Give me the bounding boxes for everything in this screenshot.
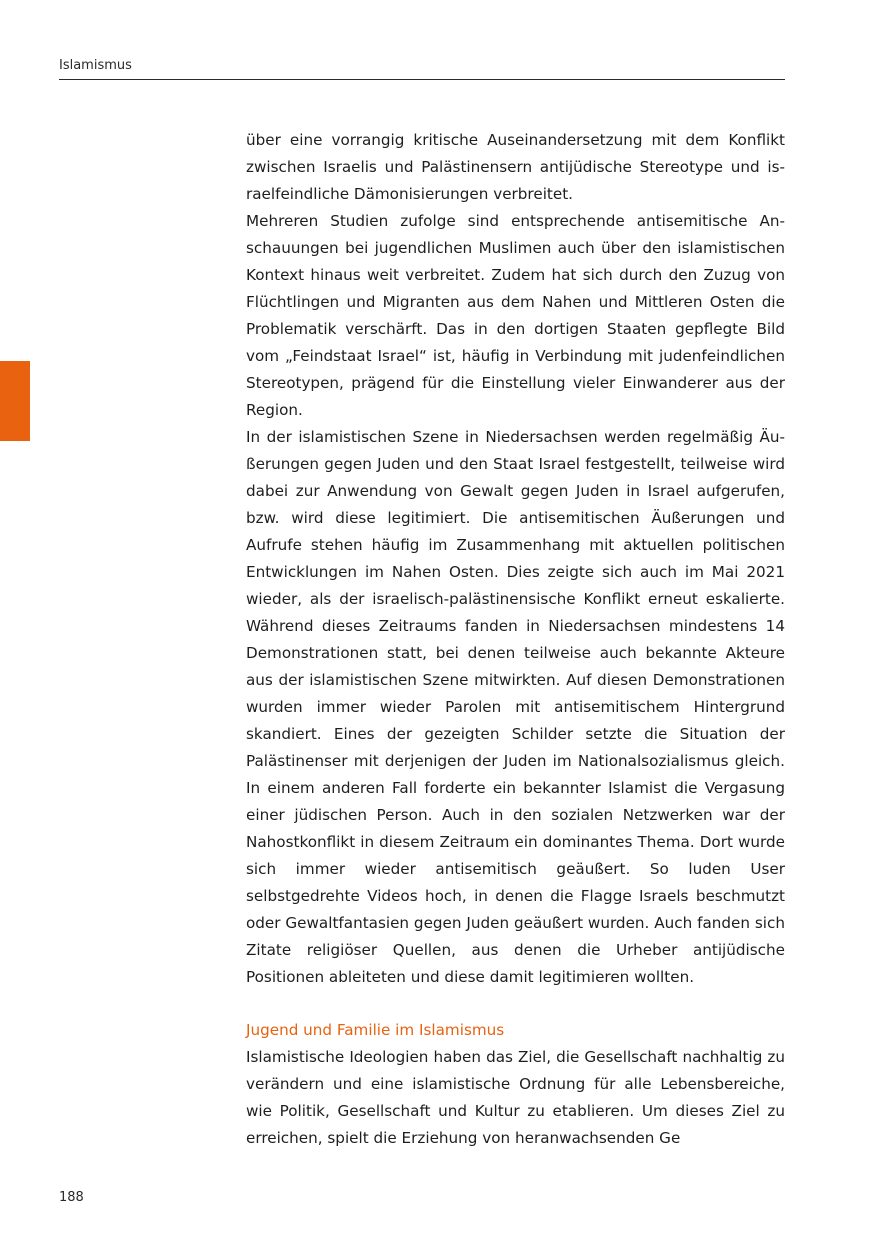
header-divider bbox=[59, 79, 785, 80]
body-paragraph-2: Mehreren Studien zufolge sind entsprechende antisemitische Anschauungen bei jugendlichen Muslimen auch über den islamistischen Kontext hinaus weit verbreitet. Zudem hat sich durch den Zuzug von Flüchtlingen und Migranten aus dem Nahen und Mittleren Osten die Problematik verschärft. Das in den dortigen Staaten gepflegte Bild vom „Feindstaat Israel“ ist, häufig in Verbindung mit judenfeindlichen Stereotypen, prägend für die Einstellung vieler Einwanderer aus der Region. bbox=[246, 212, 785, 419]
section-paragraph: Islamistische Ideologien haben das Ziel, die Gesellschaft nachhaltig zu verändern und eine islamistische Ordnung für alle Lebensbereiche, wie Politik, Gesellschaft und Kultur zu etablieren. Um dieses Ziel zu erreichen, spielt die Erziehung von heranwachsenden Ge bbox=[246, 1048, 785, 1147]
section-heading: Jugend und Familie im Islamismus bbox=[246, 1021, 505, 1039]
chapter-marker-tab bbox=[0, 361, 30, 441]
body-paragraph-3: In der islamistischen Szene in Niedersachsen werden regelmäßig Äußerungen gegen Juden und den Staat Israel festgestellt, teilweise wird dabei zur Anwendung von Gewalt gegen Juden in Israel aufgerufen, bzw. wird diese legitimiert. Die antisemitischen Äußerungen und Aufrufe stehen häufig im Zusammenhang mit aktuellen politischen Entwicklungen im Nahen Osten. Dies zeigte sich auch im Mai 2021 wieder, als der israelisch-palästinensische Konflikt erneut eskalierte. Während dieses Zeitraums fanden in Niedersachsen mindestens 14 Demonstrationen statt, bei denen teilweise auch bekannte Akteure aus der islamistischen Szene mitwirkten. Auf diesen Demonstrationen wurden immer wieder Parolen mit antisemitischem Hintergrund skandiert. Eines der gezeigten Schilder setzte die Situation der Palästinenser mit derjenigen der Juden im Nationalsozialismus gleich. In einem anderen Fall forderte ein bekannter Islamist die Vergasung einer jüdischen Person. Auch in den sozialen Netzwerken war der Nahostkonflikt in diesem Zeitraum ein dominantes Thema. Dort wurde sich immer wieder antisemitisch geäußert. So luden User selbstgedrehte Videos hoch, in denen die Flagge Israels beschmutzt oder Gewaltfantasien gegen Juden geäußert wurden. Auch fanden sich Zitate religiöser Quellen, aus denen die Urheber antijüdische Positionen ableiteten und diese damit legitimieren wollten. bbox=[246, 428, 785, 986]
main-text-column bbox=[246, 127, 785, 1152]
page-number: 188 bbox=[59, 1190, 84, 1205]
running-header-title: Islamismus bbox=[59, 58, 132, 73]
body-paragraph-1: über eine vorrangig kritische Auseinandersetzung mit dem Konflikt zwischen Israelis und Palästinensern antijüdische Stereotype und israelfeindliche Dämonisierungen verbreitet. bbox=[246, 131, 785, 203]
